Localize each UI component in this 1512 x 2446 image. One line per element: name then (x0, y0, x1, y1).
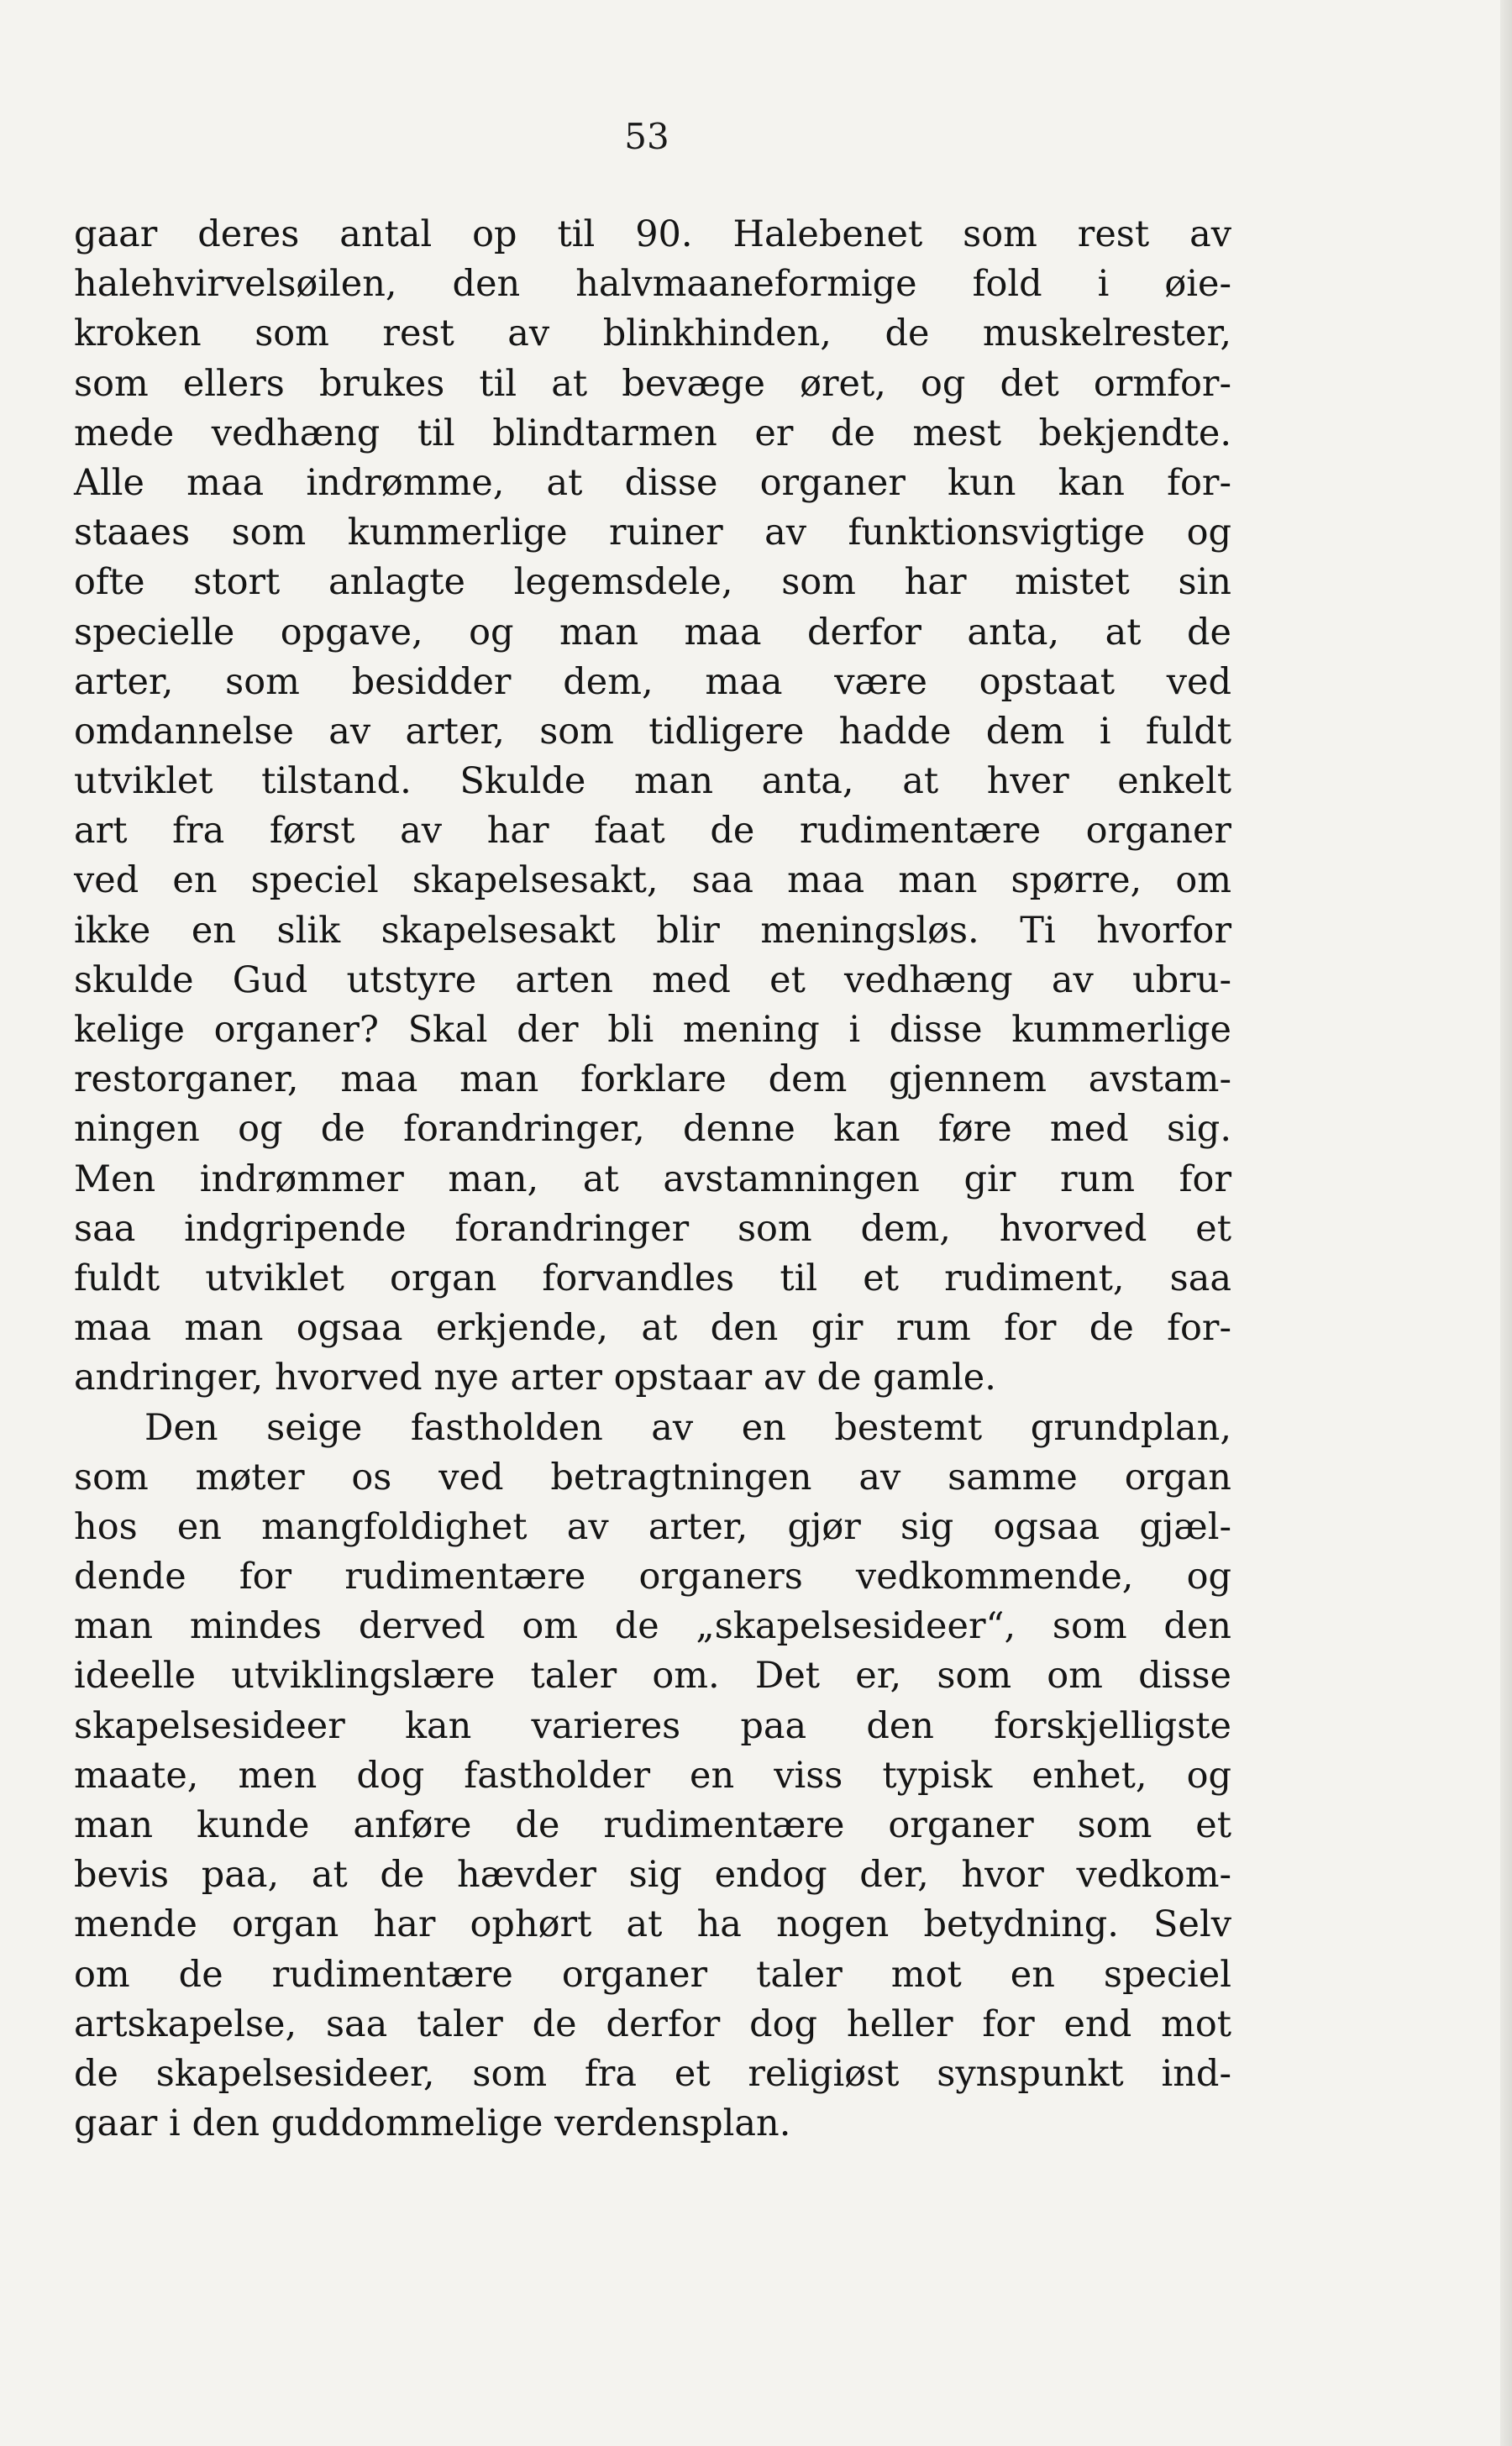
text-line: som ellers brukes til at bevæge øret, og det ormfor- (74, 362, 1231, 405)
text-line: maate, men dog fastholder en viss typisk enhet, og (74, 1754, 1231, 1797)
text-line: fuldt utviklet organ forvandles til et rudiment, saa (74, 1257, 1231, 1299)
text-line: Men indrømmer man, at avstamningen gir rum for (74, 1157, 1231, 1200)
text-line: man mindes derved om de „skapelsesideer“, som den (74, 1605, 1231, 1648)
text-line: arter, som besidder dem, maa være opstaat ved (74, 660, 1231, 703)
text-line: hos en mangfoldighet av arter, gjør sig ogsaa gjæl- (74, 1505, 1231, 1548)
text-line: bevis paa, at de hævder sig endog der, hvor vedkom- (74, 1854, 1231, 1897)
text-line: om de rudimentære organer taler mot en speciel (74, 1953, 1231, 1996)
text-line: restorganer, maa man forklare dem gjennem avstam- (74, 1058, 1231, 1101)
text-line: Den seige fastholden av en bestemt grundplan, (144, 1406, 1231, 1449)
text-line: ideelle utviklingslære taler om. Det er, som om disse (74, 1655, 1231, 1698)
text-line: halehvirvelsøilen, den halvmaaneformige fold i øie- (74, 263, 1231, 306)
text-line: Alle maa indrømme, at disse organer kun kan for- (74, 461, 1231, 504)
text-line: mende organ har ophørt at ha nogen betydning. Selv (74, 1903, 1231, 1946)
text-line: staaes som kummerlige ruiner av funktionsvigtige og (74, 512, 1231, 554)
text-line: gaar deres antal op til 90. Halebenet som rest av (74, 213, 1231, 255)
body-text (74, 210, 1231, 2149)
text-line: ningen og de forandringer, denne kan føre med sig. (74, 1108, 1231, 1151)
page-edge (1500, 0, 1512, 2446)
text-line: dende for rudimentære organers vedkommende, og (74, 1556, 1231, 1598)
text-line: mede vedhæng til blindtarmen er de mest bekjendte. (74, 412, 1231, 454)
text-line: som møter os ved betragtningen av samme organ (74, 1456, 1231, 1499)
text-line: skapelsesideer kan varieres paa den forskjelligste (74, 1704, 1231, 1747)
text-line: ofte stort anlagte legemsdele, som har mistet sin (74, 561, 1231, 604)
text-line: saa indgripende forandringer som dem, hvorved et (74, 1207, 1231, 1250)
text-line: omdannelse av arter, som tidligere hadde dem i fuldt (74, 710, 1231, 753)
text-line: andringer, hvorved nye arter opstaar av de gamle. (74, 1357, 996, 1399)
text-line: man kunde anføre de rudimentære organer som et (74, 1804, 1231, 1846)
text-line: ved en speciel skapelsesakt, saa maa man spørre, om (74, 859, 1231, 902)
text-line: kroken som rest av blinkhinden, de muskelrester, (74, 312, 1231, 355)
text-line: maa man ogsaa erkjende, at den gir rum for de for- (74, 1307, 1231, 1350)
text-line: kelige organer? Skal der bli mening i disse kummerlige (74, 1009, 1231, 1051)
text-line: de skapelsesideer, som fra et religiøst synspunkt ind- (74, 2052, 1231, 2095)
text-line: skulde Gud utstyre arten med et vedhæng av ubru- (74, 958, 1231, 1001)
text-line: specielle opgave, og man maa derfor anta, at de (74, 611, 1231, 653)
page-number: 53 (624, 116, 669, 157)
text-line: artskapelse, saa taler de derfor dog heller for end mot (74, 2002, 1231, 2045)
text-line: ikke en slik skapelsesakt blir meningsløs. Ti hvorfor (74, 909, 1231, 952)
text-line: utviklet tilstand. Skulde man anta, at hver enkelt (74, 760, 1231, 803)
text-line: gaar i den guddommelige verdensplan. (74, 2102, 791, 2145)
text-line: art fra først av har faat de rudimentære organer (74, 810, 1231, 853)
